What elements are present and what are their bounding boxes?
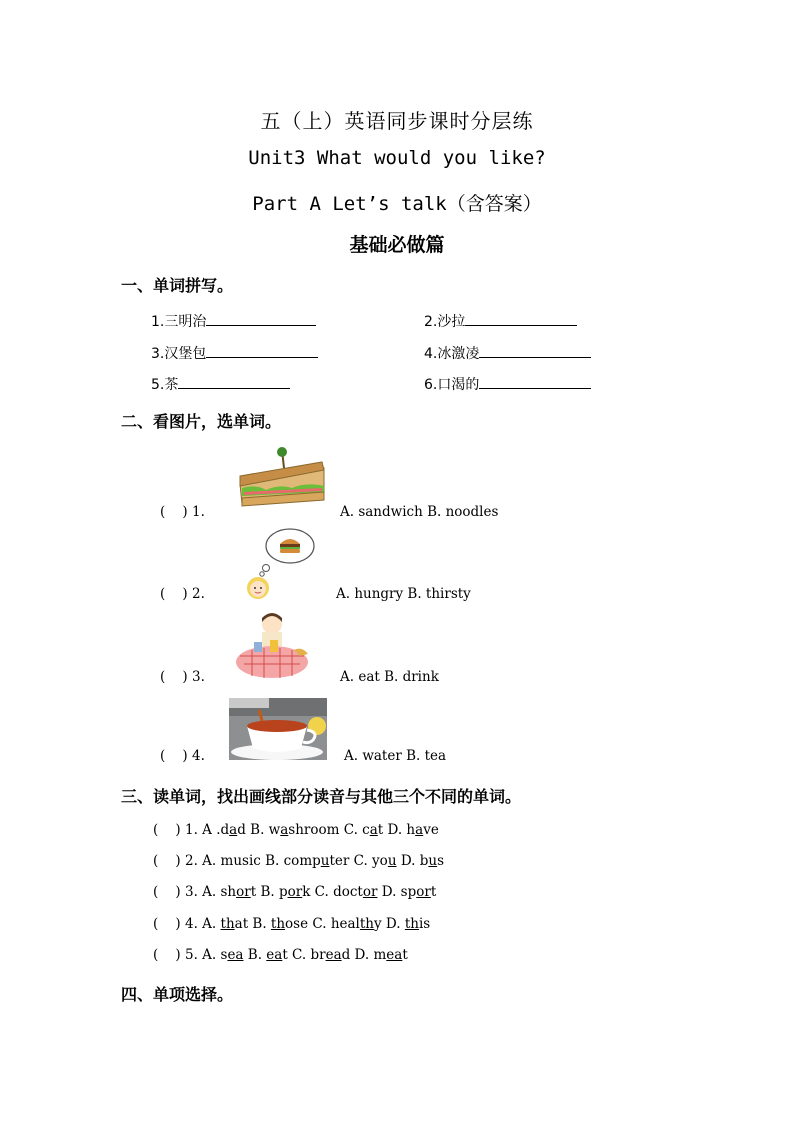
spell-item-6: 6.口渴的 [424,374,591,394]
boy-drinking-image [230,610,314,682]
pic-options-3: A. eat B. drink [340,669,439,685]
phonics-segment: t [430,884,437,900]
spell-item-2: 2.沙拉 [424,311,577,331]
phonics-segment: d D. m [341,947,387,963]
phonics-segment: A. sh [202,884,237,900]
phonics-segment: t [402,947,408,963]
section3-heading: 三、读单词，找出画线部分读音与其他三个不同的单词。 [121,787,522,806]
phonics-segment: s [437,853,445,869]
pic-options-4: A. water B. tea [344,748,447,764]
phonics-segment: ose C. heal [285,916,360,932]
pic-question-4: ( ) 4. [160,748,205,764]
section4-heading: 四、单项选择。 [121,985,234,1004]
phonics-segment: ve [423,822,439,838]
pic-options-2: A. hungry B. thirsty [336,586,471,602]
phonics-segment: A . [202,822,221,838]
phonics-segment: s [242,853,249,869]
part-title: Part A Let’s talk（含答案） [252,193,542,215]
phonics-segment: k C. doct [302,884,363,900]
phonics-segment: shroom C. c [288,822,370,838]
phonics-segment: D. sp [377,884,417,900]
phonics-segment: B. [243,947,267,963]
phonics-question-2: ( ) 2. A. music B. computer C. you D. bus [153,853,445,869]
section2-heading: 二、看图片，选单词。 [121,412,282,431]
phonics-segment: or [362,884,378,900]
phonics-segment: or [236,884,251,900]
phonics-segment: a [415,822,424,838]
phonics-segment: mu [220,853,243,869]
phonics-segment: t C. br [282,947,326,963]
section1-heading: 一、单词拼写。 [121,276,234,295]
phonics-segment: A. [202,916,221,932]
phonics-segment: or [287,884,303,900]
phonics-segment: at B. [234,916,271,932]
phonics-question-1: ( ) 1. A .dad B. washroom C. cat D. have [153,822,439,838]
phonics-question-4: ( ) 4. A. that B. those C. healthy D. this [153,916,431,932]
phonics-segment: ea [227,947,244,963]
tea-cup-image [229,698,327,760]
phonics-segment: th [270,916,286,932]
phonics-segment: y D. [374,916,405,932]
phonics-segment: d [220,822,230,838]
spell-item-1: 1.三明治 [151,311,316,331]
phonics-question-3: ( ) 3. A. short B. pork C. doctor D. sport [153,884,437,900]
phonics-segment: t B. p [250,884,288,900]
phonics-segment: th [404,916,419,932]
phonics-segment: is [418,916,431,932]
spell-item-3: 3.汉堡包 [151,343,318,363]
phonics-segment: ic B. comp [248,853,321,869]
phonics-segment: d B. w [237,822,281,838]
phonics-segment: t D. h [377,822,416,838]
girl-thinking-burger-image [244,526,320,600]
unit-title: Unit3 What would you like? [248,147,546,169]
phonics-segment: th [220,916,235,932]
phonics-segment: a [280,822,289,838]
spell-item-5: 5.茶 [151,374,290,394]
level-title: 基础必做篇 [349,234,445,256]
phonics-segment: ea [386,947,403,963]
phonics-segment: A. [202,853,221,869]
phonics-segment: th [359,916,374,932]
phonics-question-5: ( ) 5. A. sea B. eat C. bread D. meat [153,947,408,963]
pic-options-1: A. sandwich B. noodles [340,504,499,520]
phonics-segment: ea [325,947,342,963]
phonics-segment: ter C. yo [329,853,388,869]
pic-question-3: ( ) 3. [160,669,205,685]
pic-question-1: ( ) 1. [160,504,205,520]
sandwich-image [236,446,328,514]
phonics-segment: u [428,853,438,869]
phonics-segment: u [320,853,330,869]
phonics-segment: or [416,884,431,900]
spell-item-4: 4.冰激凌 [424,343,591,363]
phonics-segment: u [387,853,397,869]
phonics-segment: ea [266,947,283,963]
page-title: 五（上）英语同步课时分层练 [260,109,534,133]
phonics-segment: D. b [396,853,429,869]
pic-question-2: ( ) 2. [160,586,205,602]
phonics-segment: a [369,822,378,838]
phonics-segment: A. s [202,947,228,963]
phonics-segment: a [229,822,238,838]
